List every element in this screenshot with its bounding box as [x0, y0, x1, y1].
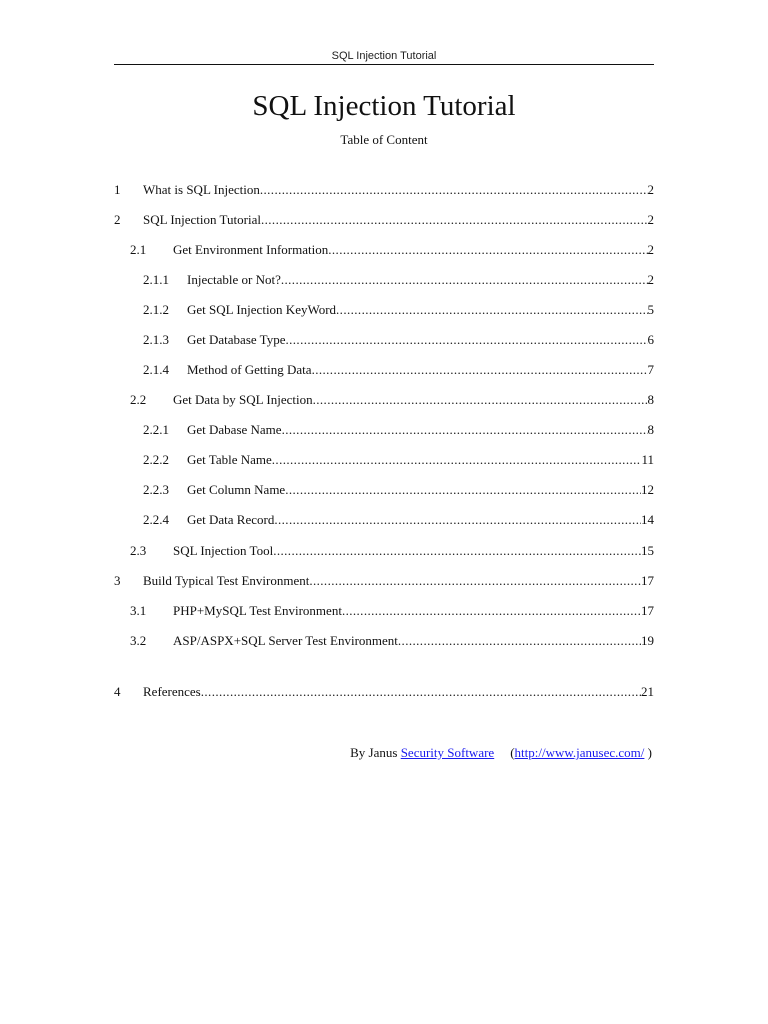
toc-page-number: 8: [647, 422, 654, 437]
toc-number: 2: [114, 212, 121, 227]
toc-title: References: [143, 684, 201, 699]
toc-title: Get Data by SQL Injection: [173, 392, 313, 407]
toc-leader: [274, 511, 641, 529]
toc-leader: [328, 241, 647, 259]
company-link[interactable]: Security Software: [400, 745, 495, 760]
byline-prefix: By Janus: [350, 745, 398, 760]
toc-number: 2.1.4: [143, 362, 169, 377]
toc-number: 3: [114, 573, 121, 588]
toc-number: 2.1.1: [143, 272, 169, 287]
toc-entry-2-1-1[interactable]: [143, 271, 654, 289]
toc-leader: [285, 481, 641, 499]
toc-number: 2.2.1: [143, 422, 169, 437]
toc-title: SQL Injection Tool: [173, 543, 274, 558]
toc-number: 2.2.4: [143, 512, 169, 527]
toc-entry-2-2-4[interactable]: [143, 511, 654, 529]
toc-title: Get Column Name: [187, 482, 286, 497]
toc-title: What is SQL Injection: [143, 182, 260, 197]
toc-page-number: 14: [641, 512, 654, 527]
toc-title: Injectable or Not?: [187, 272, 281, 287]
toc-leader: [309, 572, 641, 590]
toc-number: 3.2: [130, 633, 147, 648]
toc-leader: [272, 451, 642, 469]
toc-page-number: 21: [641, 684, 654, 699]
byline-open-paren: (: [510, 745, 515, 760]
toc-entry-2-2-3[interactable]: [143, 481, 654, 499]
toc-leader: [312, 361, 648, 379]
toc-entry-4[interactable]: [114, 683, 654, 701]
toc-entry-2[interactable]: [114, 211, 654, 229]
toc-page-number: 7: [647, 362, 654, 377]
toc-page-number: 2: [647, 272, 654, 287]
toc-leader: [260, 181, 648, 199]
toc-entry-2-1-2[interactable]: [143, 301, 654, 319]
toc-heading: Table of Content: [340, 132, 428, 147]
toc-page-number: 15: [641, 543, 654, 558]
toc-title: Get Dabase Name: [187, 422, 282, 437]
toc-number: 4: [114, 684, 121, 699]
byline-close-paren: ): [644, 745, 652, 760]
toc-title: ASP/ASPX+SQL Server Test Environment: [173, 633, 398, 648]
toc-entry-2-2[interactable]: [130, 391, 654, 409]
toc-title: Get Database Type: [187, 332, 286, 347]
toc-entry-2-3[interactable]: [130, 542, 654, 560]
toc-number: 2.2: [130, 392, 147, 407]
document-title: SQL Injection Tutorial: [252, 90, 516, 122]
toc-page-number: 8: [647, 392, 654, 407]
running-header: SQL Injection Tutorial: [331, 50, 437, 62]
header-rule: [114, 64, 654, 65]
toc-entry-2-2-1[interactable]: [143, 421, 654, 439]
toc-page-number: 2: [647, 182, 654, 197]
toc-leader: [313, 391, 648, 409]
toc-page-number: 11: [641, 452, 654, 467]
toc-leader: [336, 301, 647, 319]
toc-entry-2-1[interactable]: [130, 241, 654, 259]
toc-title: Get Data Record: [187, 512, 275, 527]
toc-title: Get Environment Information: [173, 242, 329, 257]
toc-title: Get SQL Injection KeyWord: [187, 302, 337, 317]
toc-leader: [201, 683, 641, 701]
toc-number: 2.2.2: [143, 452, 169, 467]
toc-title: PHP+MySQL Test Environment: [173, 603, 342, 618]
toc-page-number: 12: [641, 482, 654, 497]
author-byline: [114, 744, 652, 762]
toc-leader: [281, 271, 648, 289]
website-url-link[interactable]: http://www.janusec.com/: [514, 745, 645, 760]
toc-entry-2-1-3[interactable]: [143, 331, 654, 349]
toc-page-number: 2: [647, 212, 654, 227]
toc-page-number: 17: [641, 603, 654, 618]
toc-title: SQL Injection Tutorial: [143, 212, 261, 227]
toc-title: Build Typical Test Environment: [143, 573, 310, 588]
toc-number: 3.1: [130, 603, 147, 618]
toc-number: 2.1.2: [143, 302, 169, 317]
toc-number: 2.3: [130, 543, 147, 558]
toc-entry-3-2[interactable]: [130, 632, 654, 650]
toc-page-number: 19: [641, 633, 654, 648]
toc-page-number: 5: [647, 302, 654, 317]
toc-number: 1: [114, 182, 121, 197]
toc-page-number: 17: [641, 573, 654, 588]
toc-title: Method of Getting Data: [187, 362, 312, 377]
toc-entry-3-1[interactable]: [130, 602, 654, 620]
toc-page-number: 6: [647, 332, 654, 347]
toc-entry-3[interactable]: [114, 572, 654, 590]
toc-leader: [261, 211, 648, 229]
toc-title: Get Table Name: [187, 452, 272, 467]
toc-leader: [342, 602, 641, 620]
toc-entry-1[interactable]: [114, 181, 654, 199]
toc-leader: [285, 331, 647, 349]
toc-number: 2.2.3: [143, 482, 169, 497]
toc-entry-2-1-4[interactable]: [143, 361, 654, 379]
toc-leader: [282, 421, 648, 439]
toc-leader: [273, 542, 641, 560]
toc-entry-2-2-2[interactable]: [143, 451, 654, 469]
toc-number: 2.1.3: [143, 332, 169, 347]
toc-number: 2.1: [130, 242, 147, 257]
toc-page-number: 2: [647, 242, 654, 257]
toc-leader: [398, 632, 641, 650]
